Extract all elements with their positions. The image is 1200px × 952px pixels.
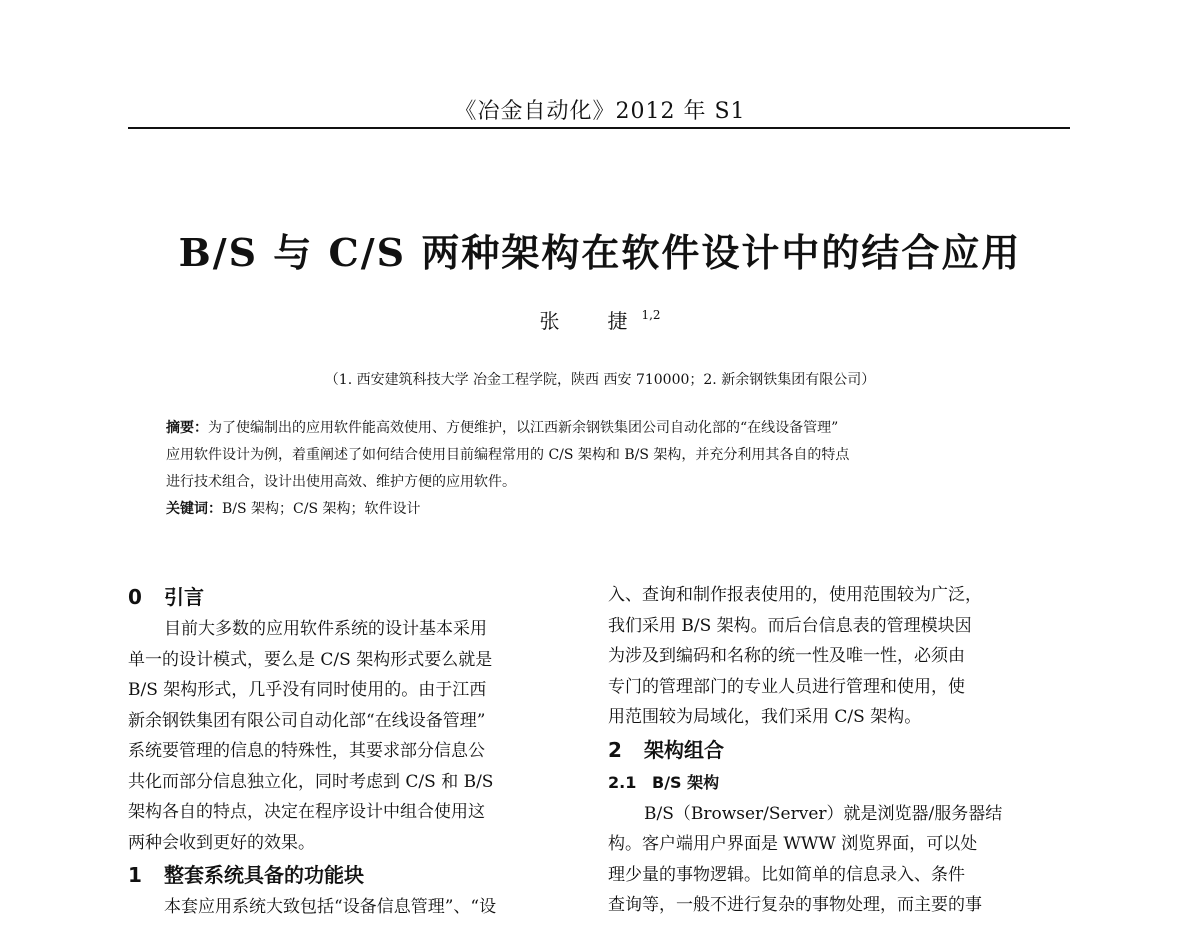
paragraph-line: 专门的管理部门的专业人员进行管理和使用，使 (608, 676, 965, 697)
paragraph-line: 系统要管理的信息的特殊性，其要求部分信息公 (128, 741, 485, 761)
abstract-label: 摘要： (166, 420, 208, 436)
subsection-heading-2-1: 2.1 B/S 架构 (608, 772, 720, 792)
paragraph-line: 目前大多数的应用软件系统的设计基本采用 (164, 619, 487, 639)
paragraph-line: B/S 架构形式，几乎没有同时使用的。由于江西 (128, 680, 487, 700)
abstract-line-2: 应用软件设计为例，着重阐述了如何结合使用目前编程常用的 C/S 架构和 B/S 架构，并充分利用其各自的特点 (166, 447, 850, 463)
affiliation: （1. 西安建筑科技大学 冶金工程学院，陕西 西安 710000；2. 新余钢铁集团有限公司） (324, 372, 876, 388)
keywords-text: B/S 架构；C/S 架构；软件设计 (222, 501, 421, 517)
abstract (166, 415, 1046, 523)
paragraph-line: B/S（Browser/Server）就是浏览器/服务器结 (644, 803, 1003, 824)
paragraph-line: 两种会收到更好的效果。 (128, 832, 315, 853)
paragraph-line: 本套应用系统大致包括“设备信息管理”、“设 (164, 897, 497, 917)
paragraph-line: 架构各自的特点，决定在程序设计中组合使用这 (128, 802, 485, 822)
paragraph-line: 构。客户端用户界面是 WWW 浏览界面，可以处 (608, 834, 978, 854)
keywords-label: 关键词： (166, 501, 222, 517)
paragraph-line: 查询等，一般不进行复杂的事物处理，而主要的事 (608, 895, 982, 915)
section-heading-1: 1 整套系统具备的功能块 (128, 863, 364, 887)
paragraph-line: 我们采用 B/S 架构。而后台信息表的管理模块因 (608, 615, 972, 636)
paragraph-line: 入、查询和制作报表使用的，使用范围较为广泛， (608, 585, 982, 605)
paragraph-line: 用范围较为局域化，我们采用 C/S 架构。 (608, 707, 922, 727)
author-name: 张 捷 (539, 309, 642, 333)
keywords (166, 496, 1046, 523)
paragraph-line: 理少量的事物逻辑。比如简单的信息录入、条件 (608, 864, 965, 885)
paragraph-line: 新余钢铁集团有限公司自动化部“在线设备管理” (128, 710, 486, 731)
paragraph-line: 为涉及到编码和名称的统一性及唯一性，必须由 (608, 646, 965, 666)
abstract-line-1: 摘要：为了使编制出的应用软件能高效使用、方便维护，以江西新余钢铁集团公司自动化部的“在线设备管理” (166, 420, 839, 436)
abstract-line-3: 进行技术组合，设计出使用高效、维护方便的应用软件。 (166, 474, 516, 490)
author (0, 305, 1200, 334)
paragraph-line: 共化而部分信息独立化，同时考虑到 C/S 和 B/S (128, 771, 494, 792)
journal-header: 《冶金自动化》2012 年 S1 (454, 99, 746, 124)
section-heading-2: 2 架构组合 (608, 737, 724, 762)
section-heading-0: 0 引言 (128, 585, 204, 609)
paragraph-line: 单一的设计模式，要么是 C/S 架构形式要么就是 (128, 649, 493, 670)
author-affiliation-marks: 1,2 (641, 308, 661, 322)
right-column (608, 580, 1068, 921)
header-rule (128, 127, 1070, 129)
left-column (128, 580, 588, 923)
paper-title: B/S 与 C/S 两种架构在软件设计中的结合应用 (178, 230, 1022, 275)
